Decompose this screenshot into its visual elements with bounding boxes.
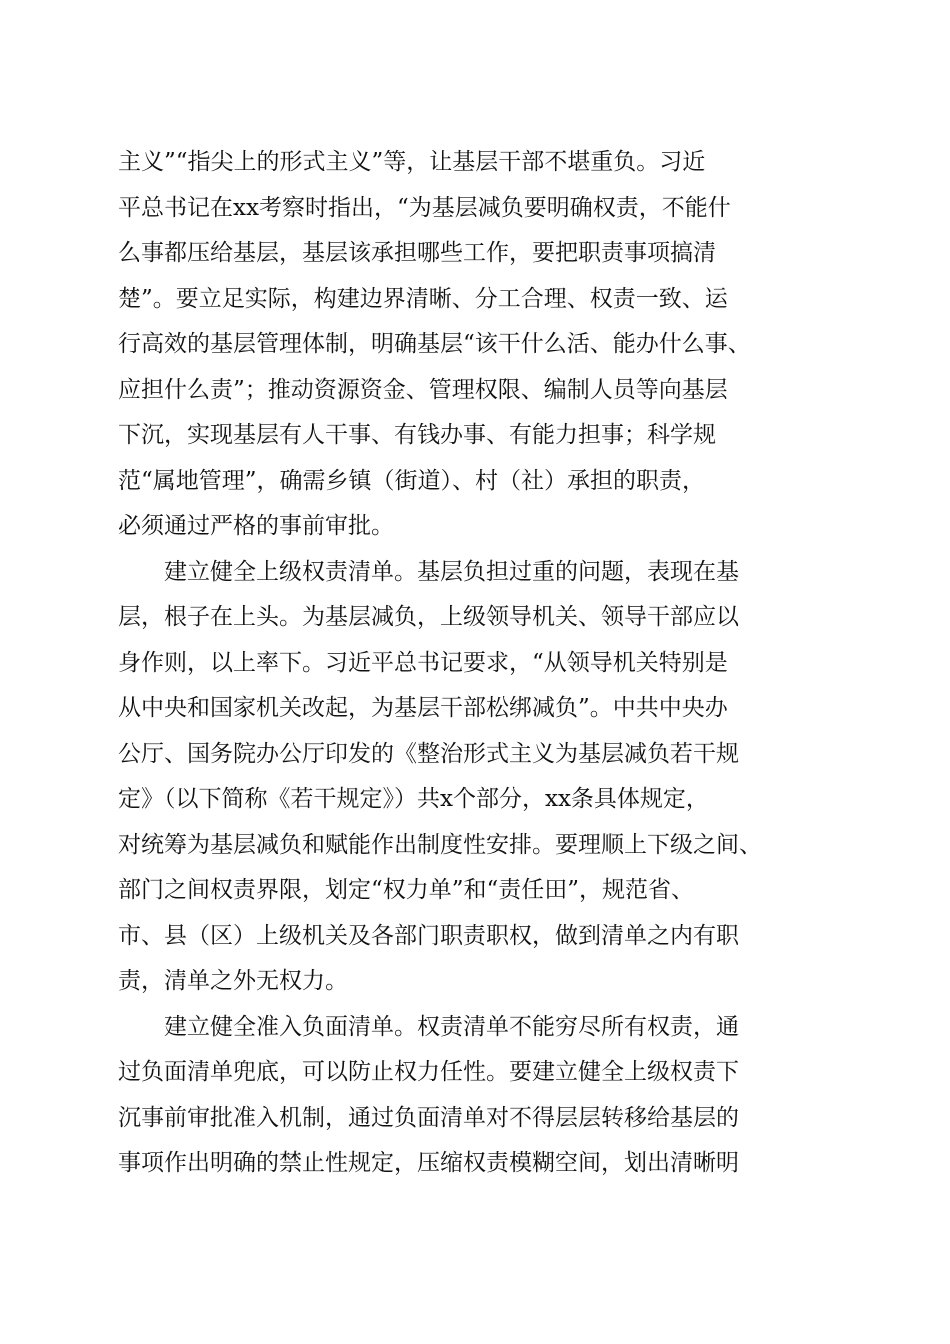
text-line: 行高效的基层管理体制，明确基层“该干什么活、能办什么事、 (118, 331, 751, 357)
paragraph-heading-line: 建立健全准入负面清单。权责清单不能穷尽所有权责，通 (164, 1013, 739, 1040)
text-line: 定》（以下简称《若干规定》）共x个部分，xx条具体规定， (118, 786, 709, 812)
text-line: 沉事前审批准入机制，通过负面清单对不得层层转移给基层的 (118, 1104, 739, 1131)
text-line: 主义”“指尖上的形式主义”等，让基层干部不堪重负。习近 (118, 149, 706, 175)
text-line: 身作则，以上率下。习近平总书记要求，“从领导机关特别是 (118, 649, 728, 676)
text-line: 平总书记在xx考察时指出，“为基层减负要明确权责，不能什 (118, 194, 731, 221)
text-line: 部门之间权责界限，划定“权力单”和“责任田”，规范省、 (118, 877, 695, 903)
text-line: 下沉，实现基层有人干事、有钱办事、有能力担事；科学规 (118, 422, 716, 448)
text-line: 对统筹为基层减负和赋能作出制度性安排。要理顺上下级之间、 (118, 831, 762, 858)
text-line: 必须通过严格的事前审批。 (118, 513, 394, 539)
text-line: 过负面清单兜底，可以防止权力任性。要建立健全上级权责下 (118, 1059, 739, 1085)
text-line: 从中央和国家机关改起，为基层干部松绑减负”。中共中央办 (118, 695, 728, 721)
text-line: 范“属地管理”，确需乡镇（街道）、村（社）承担的职责， (118, 467, 706, 494)
text-line: 公厅、国务院办公厅印发的《整治形式主义为基层减负若干规 (118, 740, 739, 767)
text-line: 应担什么责”；推动资源资金、管理权限、编制人员等向基层 (118, 376, 728, 403)
text-line: 市、县（区）上级机关及各部门职责职权，做到清单之内有职 (118, 922, 739, 949)
text-line: 层，根子在上头。为基层减负，上级领导机关、领导干部应以 (118, 604, 739, 630)
text-line: 么事都压给基层，基层该承担哪些工作，要把职责事项搞清 (118, 240, 716, 266)
text-line: 责，清单之外无权力。 (118, 968, 348, 994)
document-body (118, 140, 838, 1187)
paragraph-heading-line: 建立健全上级权责清单。基层负担过重的问题，表现在基 (164, 558, 739, 585)
text-line: 楚”。要立足实际，构建边界清晰、分工合理、权责一致、运 (118, 285, 728, 312)
text-line: 事项作出明确的禁止性规定，压缩权责模糊空间，划出清晰明 (118, 1150, 739, 1176)
